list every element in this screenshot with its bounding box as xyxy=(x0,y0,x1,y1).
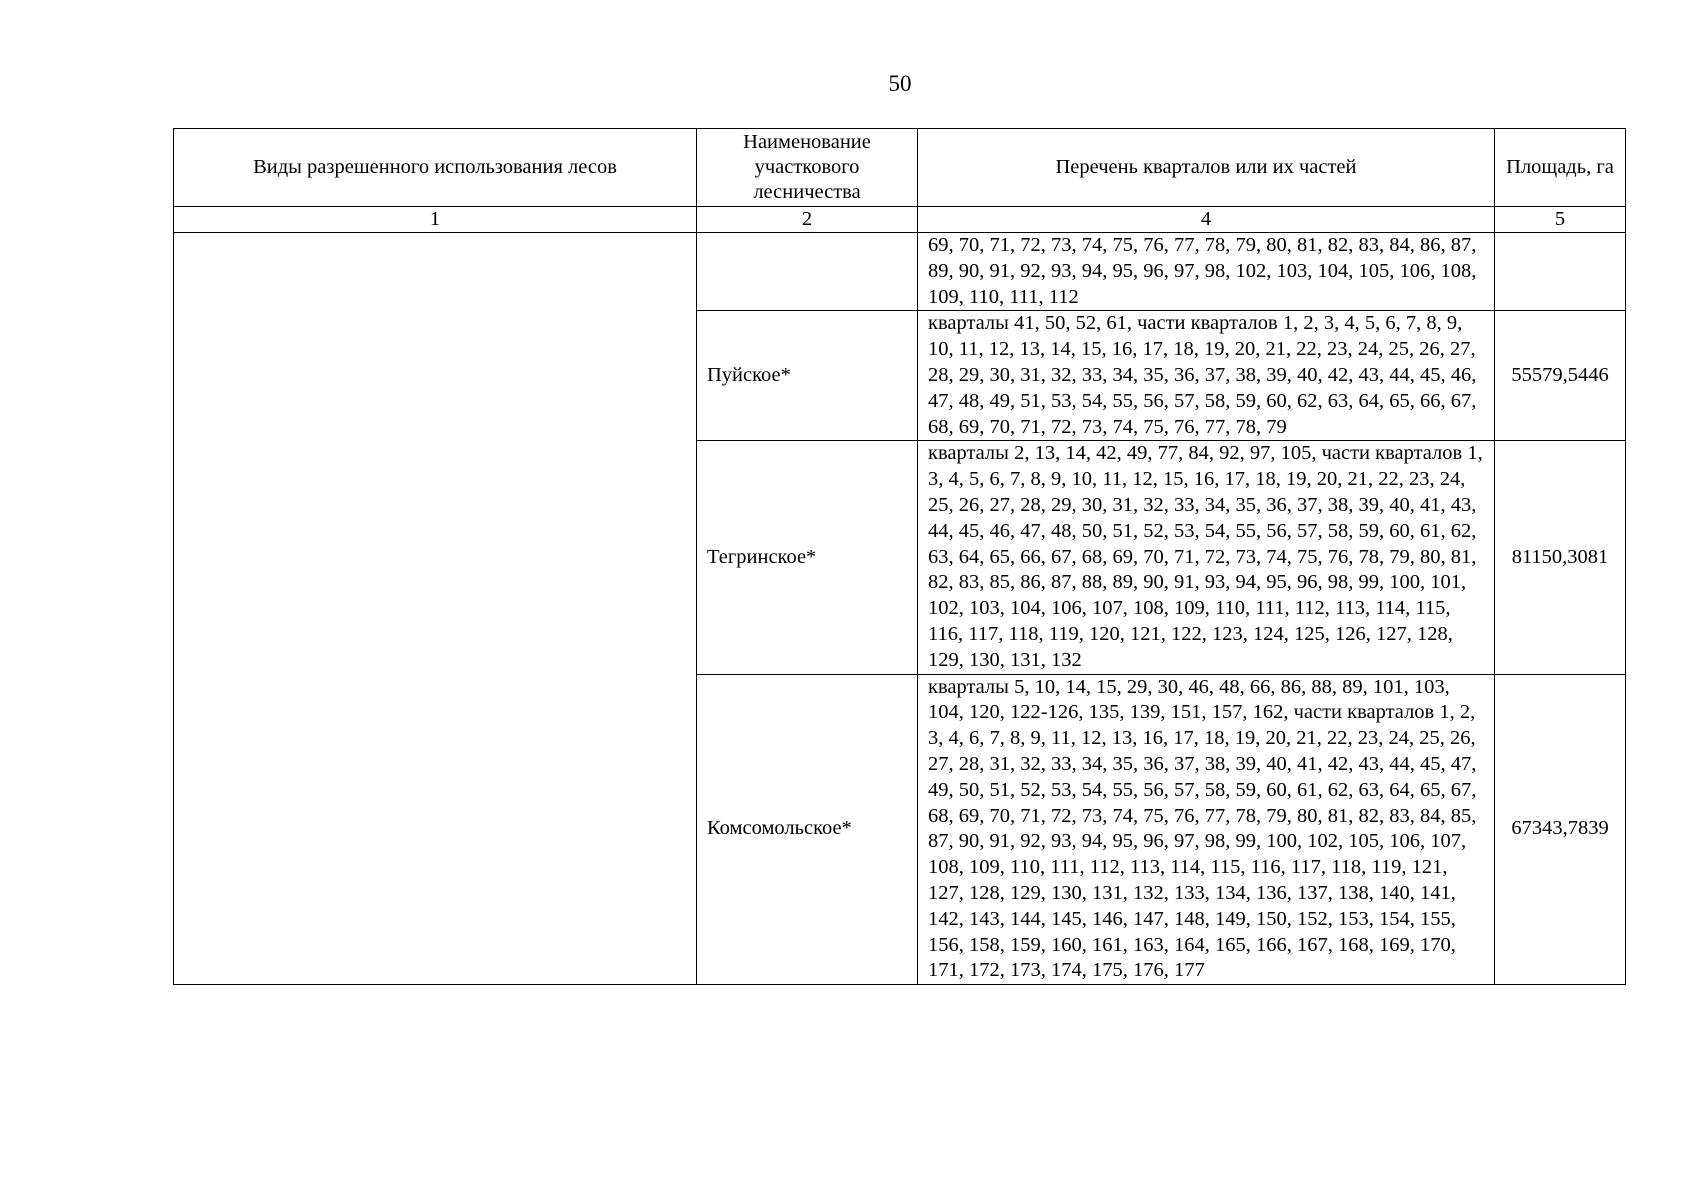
column-number-row xyxy=(174,207,1626,233)
forestry-name-cell: Комсомольское* xyxy=(697,674,918,985)
table-row xyxy=(174,233,1626,311)
header-area: Площадь, га xyxy=(1495,129,1626,207)
area-cell: 81150,3081 xyxy=(1495,441,1626,674)
area-cell: 67343,7839 xyxy=(1495,674,1626,985)
header-forest-use-types: Виды разрешенного использования лесов xyxy=(174,129,697,207)
forestry-name-cell xyxy=(697,233,918,311)
column-number: 5 xyxy=(1495,207,1626,233)
header-quarters-list: Перечень кварталов или их частей xyxy=(918,129,1495,207)
column-number: 1 xyxy=(174,207,697,233)
area-cell: 55579,5446 xyxy=(1495,311,1626,441)
quarters-cell: кварталы 5, 10, 14, 15, 29, 30, 46, 48, 66, 86, 88, 89, 101, 103, 104, 120, 122-126, 135, 139, 151, 157, 162, части кварталов 1, 2, 3, 4, 6, 7, 8, 9, 11, 12, 13, 16, 17, 18, 19, 20, 21, 22, 23, 24, 25, 26, 27, 28, 31, 32, 33, 34, 35, 36, 37, 38, 39, 40, 41, 42, 43, 44, 45, 47, 49, 50, 51, 52, 53, 54, 55, 56, 57, 58, 59, 60, 61, 62, 63, 64, 65, 67, 68, 69, 70, 71, 72, 73, 74, 75, 76, 77, 78, 79, 80, 81, 82, 83, 84, 85, 87, 90, 91, 92, 93, 94, 95, 96, 97, 98, 99, 100, 102, 105, 106, 107, 108, 109, 110, 111, 112, 113, 114, 115, 116, 117, 118, 119, 121, 127, 128, 129, 130, 131, 132, 133, 134, 136, 137, 138, 140, 141, 142, 143, 144, 145, 146, 147, 148, 149, 150, 152, 153, 154, 155, 156, 158, 159, 160, 161, 163, 164, 165, 166, 167, 168, 169, 170, 171, 172, 173, 174, 175, 176, 177 xyxy=(918,674,1495,985)
area-cell xyxy=(1495,233,1626,311)
quarters-cell: 69, 70, 71, 72, 73, 74, 75, 76, 77, 78, 79, 80, 81, 82, 83, 84, 86, 87, 89, 90, 91, 92, 93, 94, 95, 96, 97, 98, 102, 103, 104, 105, 106, 108, 109, 110, 111, 112 xyxy=(918,233,1495,311)
forestry-name-cell: Тегринское* xyxy=(697,441,918,674)
column-number: 2 xyxy=(697,207,918,233)
header-forestry-name: Наименование участкового лесничества xyxy=(697,129,918,207)
quarters-cell: кварталы 2, 13, 14, 42, 49, 77, 84, 92, 97, 105, части кварталов 1, 3, 4, 5, 6, 7, 8, 9, 10, 11, 12, 15, 16, 17, 18, 19, 20, 21, 22, 23, 24, 25, 26, 27, 28, 29, 30, 31, 32, 33, 34, 35, 36, 37, 38, 39, 40, 41, 43, 44, 45, 46, 47, 48, 50, 51, 52, 53, 54, 55, 56, 57, 58, 59, 60, 61, 62, 63, 64, 65, 66, 67, 68, 69, 70, 71, 72, 73, 74, 75, 76, 78, 79, 80, 81, 82, 83, 85, 86, 87, 88, 89, 90, 91, 93, 94, 95, 96, 98, 99, 100, 101, 102, 103, 104, 106, 107, 108, 109, 110, 111, 112, 113, 114, 115, 116, 117, 118, 119, 120, 121, 122, 123, 124, 125, 126, 127, 128, 129, 130, 131, 132 xyxy=(918,441,1495,674)
table-header-row xyxy=(174,129,1626,207)
forest-use-type-cell xyxy=(174,233,697,985)
page-number: 50 xyxy=(888,71,912,96)
forest-quarters-table xyxy=(173,128,1626,985)
column-number: 4 xyxy=(918,207,1495,233)
quarters-cell: кварталы 41, 50, 52, 61, части кварталов 1, 2, 3, 4, 5, 6, 7, 8, 9, 10, 11, 12, 13, 14, 15, 16, 17, 18, 19, 20, 21, 22, 23, 24, 25, 26, 27, 28, 29, 30, 31, 32, 33, 34, 35, 36, 37, 38, 39, 40, 42, 43, 44, 45, 46, 47, 48, 49, 51, 53, 54, 55, 56, 57, 58, 59, 60, 62, 63, 64, 65, 66, 67, 68, 69, 70, 71, 72, 73, 74, 75, 76, 77, 78, 79 xyxy=(918,311,1495,441)
forestry-name-cell: Пуйское* xyxy=(697,311,918,441)
